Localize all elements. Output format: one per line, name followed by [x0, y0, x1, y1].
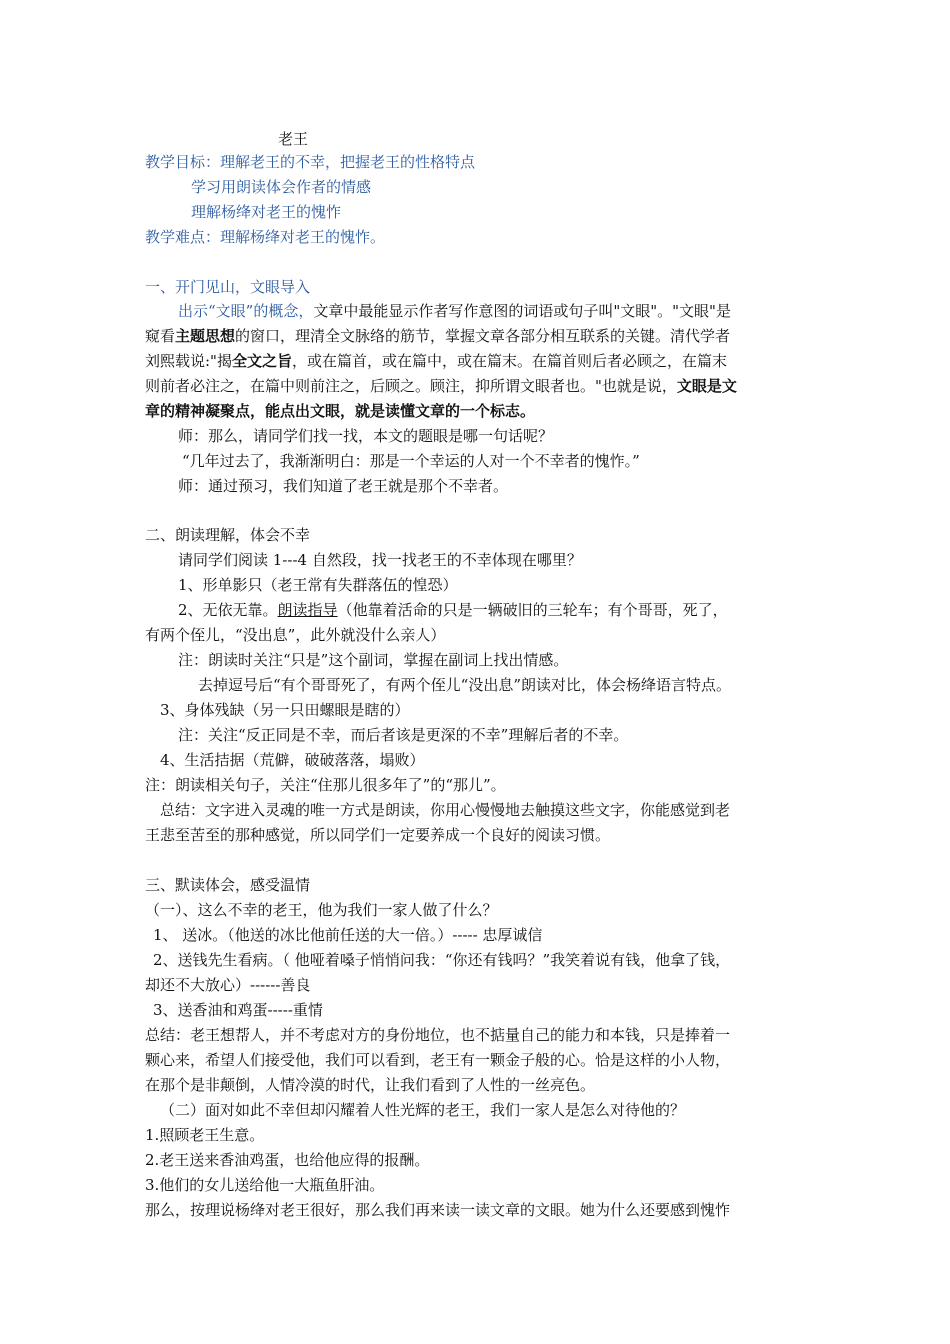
sec1-para-line-3 — [145, 352, 727, 370]
sec2-note-4: 注：朗读相关句子，关注“住那儿很多年了”的“那儿”。 — [145, 776, 506, 794]
reading-guide-link[interactable]: 朗读指导 — [277, 601, 338, 619]
difficulty-label: 教学难点： — [145, 228, 221, 246]
sec1-l2-a: 窥看 — [145, 327, 176, 345]
section-2-heading: 二、朗读理解，体会不幸 — [145, 526, 311, 544]
sec2-summary-line-1: 总结：文字进入灵魂的唯一方式是朗读，你用心慢慢地去触摸这些文字，你能感觉到老 — [160, 801, 731, 819]
sec3-subheading-2: （二）面对如此不幸但却闪耀着人性光辉的老王，我们一家人是怎么对待他的？ — [160, 1101, 686, 1119]
doc-title: 老王 — [278, 130, 309, 148]
goals-line-1 — [145, 153, 475, 171]
sec1-para-line-5: 章的精神凝聚点，能点出文眼，就是读懂文章的一个标志。 — [145, 402, 536, 420]
difficulty-line — [145, 228, 385, 246]
sec3-care-3: 3.他们的女儿送给他一大瓶鱼肝油。 — [145, 1176, 385, 1194]
section-1-heading: 一、开门见山，文眼导入 — [145, 278, 311, 296]
sec1-blue-lead: 出示“文眼”的概念， — [178, 302, 314, 320]
sec1-l4-bold: 文眼是文 — [676, 377, 737, 395]
sec3-subheading-1: （一）、这么不幸的老王，他为我们一家人做了什么？ — [145, 901, 498, 919]
sec2-item-2 — [178, 601, 728, 619]
sec3-act-2-line-1: 2、送钱先生看病。（ 他哑着嗓子悄悄问我：“你还有钱吗？”我笑着说有钱，他拿了钱， — [153, 951, 731, 969]
sec3-last-line: 那么，按理说杨绛对老王很好，那么我们再来读一读文章的文眼。她为什么还要感到愧怍 — [145, 1201, 731, 1219]
sec1-question: 师：那么，请同学们找一找，本文的题眼是哪一句话呢？ — [178, 427, 554, 445]
sec1-teacher-line: 师：通过预习，我们知道了老王就是那个不幸者。 — [178, 477, 509, 495]
sec3-care-1: 1.照顾老王生意。 — [145, 1126, 265, 1144]
sec3-summary-line-2: 颗心来，希望人们接受他，我们可以看到，老王有一颗金子般的心。恰是这样的小人物， — [145, 1051, 731, 1069]
sec2-intro: 请同学们阅读 1---4 自然段，找一找老王的不幸体现在哪里？ — [178, 551, 582, 569]
sec2-item-2-label: 2、无依无靠。 — [178, 601, 278, 619]
sec1-l2-bold: 主题思想 — [175, 327, 236, 345]
sec3-summary-line-3: 在那个是非颠倒，人情冷漠的时代，让我们看到了人性的一丝亮色。 — [145, 1076, 596, 1094]
difficulty-text: 理解杨绛对老王的愧怍。 — [220, 228, 386, 246]
sec1-line1-rest: 文章中最能显示作者写作意图的词语或句子叫"文眼"。"文眼"是 — [313, 302, 731, 320]
sec1-para-line-1 — [178, 302, 731, 320]
sec1-l3-bold: 全文之旨 — [231, 352, 292, 370]
goal-item-2: 学习用朗读体会作者的情感 — [191, 178, 372, 196]
sec1-l3-a: 刘熙载说:"揭 — [145, 352, 232, 370]
sec3-act-3: 3、送香油和鸡蛋-----重情 — [153, 1001, 323, 1019]
sec2-note-1: 注：朗读时关注“只是”这个副词，掌握在副词上找出情感。 — [178, 651, 569, 669]
sec1-quote: “几年过去了，我渐渐明白：那是一个幸运的人对一个不幸者的愧怍。” — [182, 452, 640, 470]
sec1-para-line-2 — [145, 327, 730, 345]
sec3-care-2: 2.老王送来香油鸡蛋，也给他应得的报酬。 — [145, 1151, 430, 1169]
goal-item-3: 理解杨绛对老王的愧怍 — [191, 203, 342, 221]
sec2-item-2-cont: 有两个侄儿，“没出息”，此外就没什么亲人） — [145, 626, 446, 644]
section-3-heading: 三、默读体会，感受温情 — [145, 876, 311, 894]
sec1-l3-c: ，或在篇首，或在篇中，或在篇末。在篇首则后者必顾之，在篇末 — [291, 352, 727, 370]
sec3-act-2-line-2: 却还不大放心）------善良 — [145, 976, 311, 994]
sec2-item-3: 3、身体残缺（另一只田螺眼是瞎的） — [160, 701, 410, 719]
sec2-note-3: 注：关注“反正同是不幸，而后者该是更深的不幸”理解后者的不幸。 — [178, 726, 629, 744]
sec1-l4-a: 则前者必注之，在篇中则前注之，后顾之。顾注，抑所谓文眼者也。"也就是说， — [145, 377, 677, 395]
sec3-act-1: 1、 送冰。（他送的冰比他前任送的大一倍。）----- 忠厚诚信 — [153, 926, 543, 944]
sec2-item-2-text: （他靠着活命的只是一辆破旧的三轮车；有个哥哥，死了， — [337, 601, 728, 619]
sec1-l2-c: 的窗口，理清全文脉络的筋节，掌握文章各部分相互联系的关键。清代学者 — [235, 327, 731, 345]
sec3-summary-line-1: 总结：老王想帮人，并不考虑对方的身份地位，也不掂量自己的能力和本钱，只是捧着一 — [145, 1026, 731, 1044]
sec2-note-2: 去掉逗号后“有个哥哥死了，有两个侄儿“没出息”朗读对比，体会杨绛语言特点。 — [198, 676, 732, 694]
goals-label: 教学目标： — [145, 153, 221, 171]
sec1-para-line-4 — [145, 377, 737, 395]
sec2-item-4: 4、生活拮据（荒僻，破破落落，塌败） — [160, 751, 425, 769]
sec2-item-1: 1、形单影只（老王常有失群落伍的惶恐） — [178, 576, 458, 594]
goal-item-1: 理解老王的不幸，把握老王的性格特点 — [220, 153, 476, 171]
sec2-summary-line-2: 王悲至苦至的那种感觉，所以同学们一定要养成一个良好的阅读习惯。 — [145, 826, 611, 844]
